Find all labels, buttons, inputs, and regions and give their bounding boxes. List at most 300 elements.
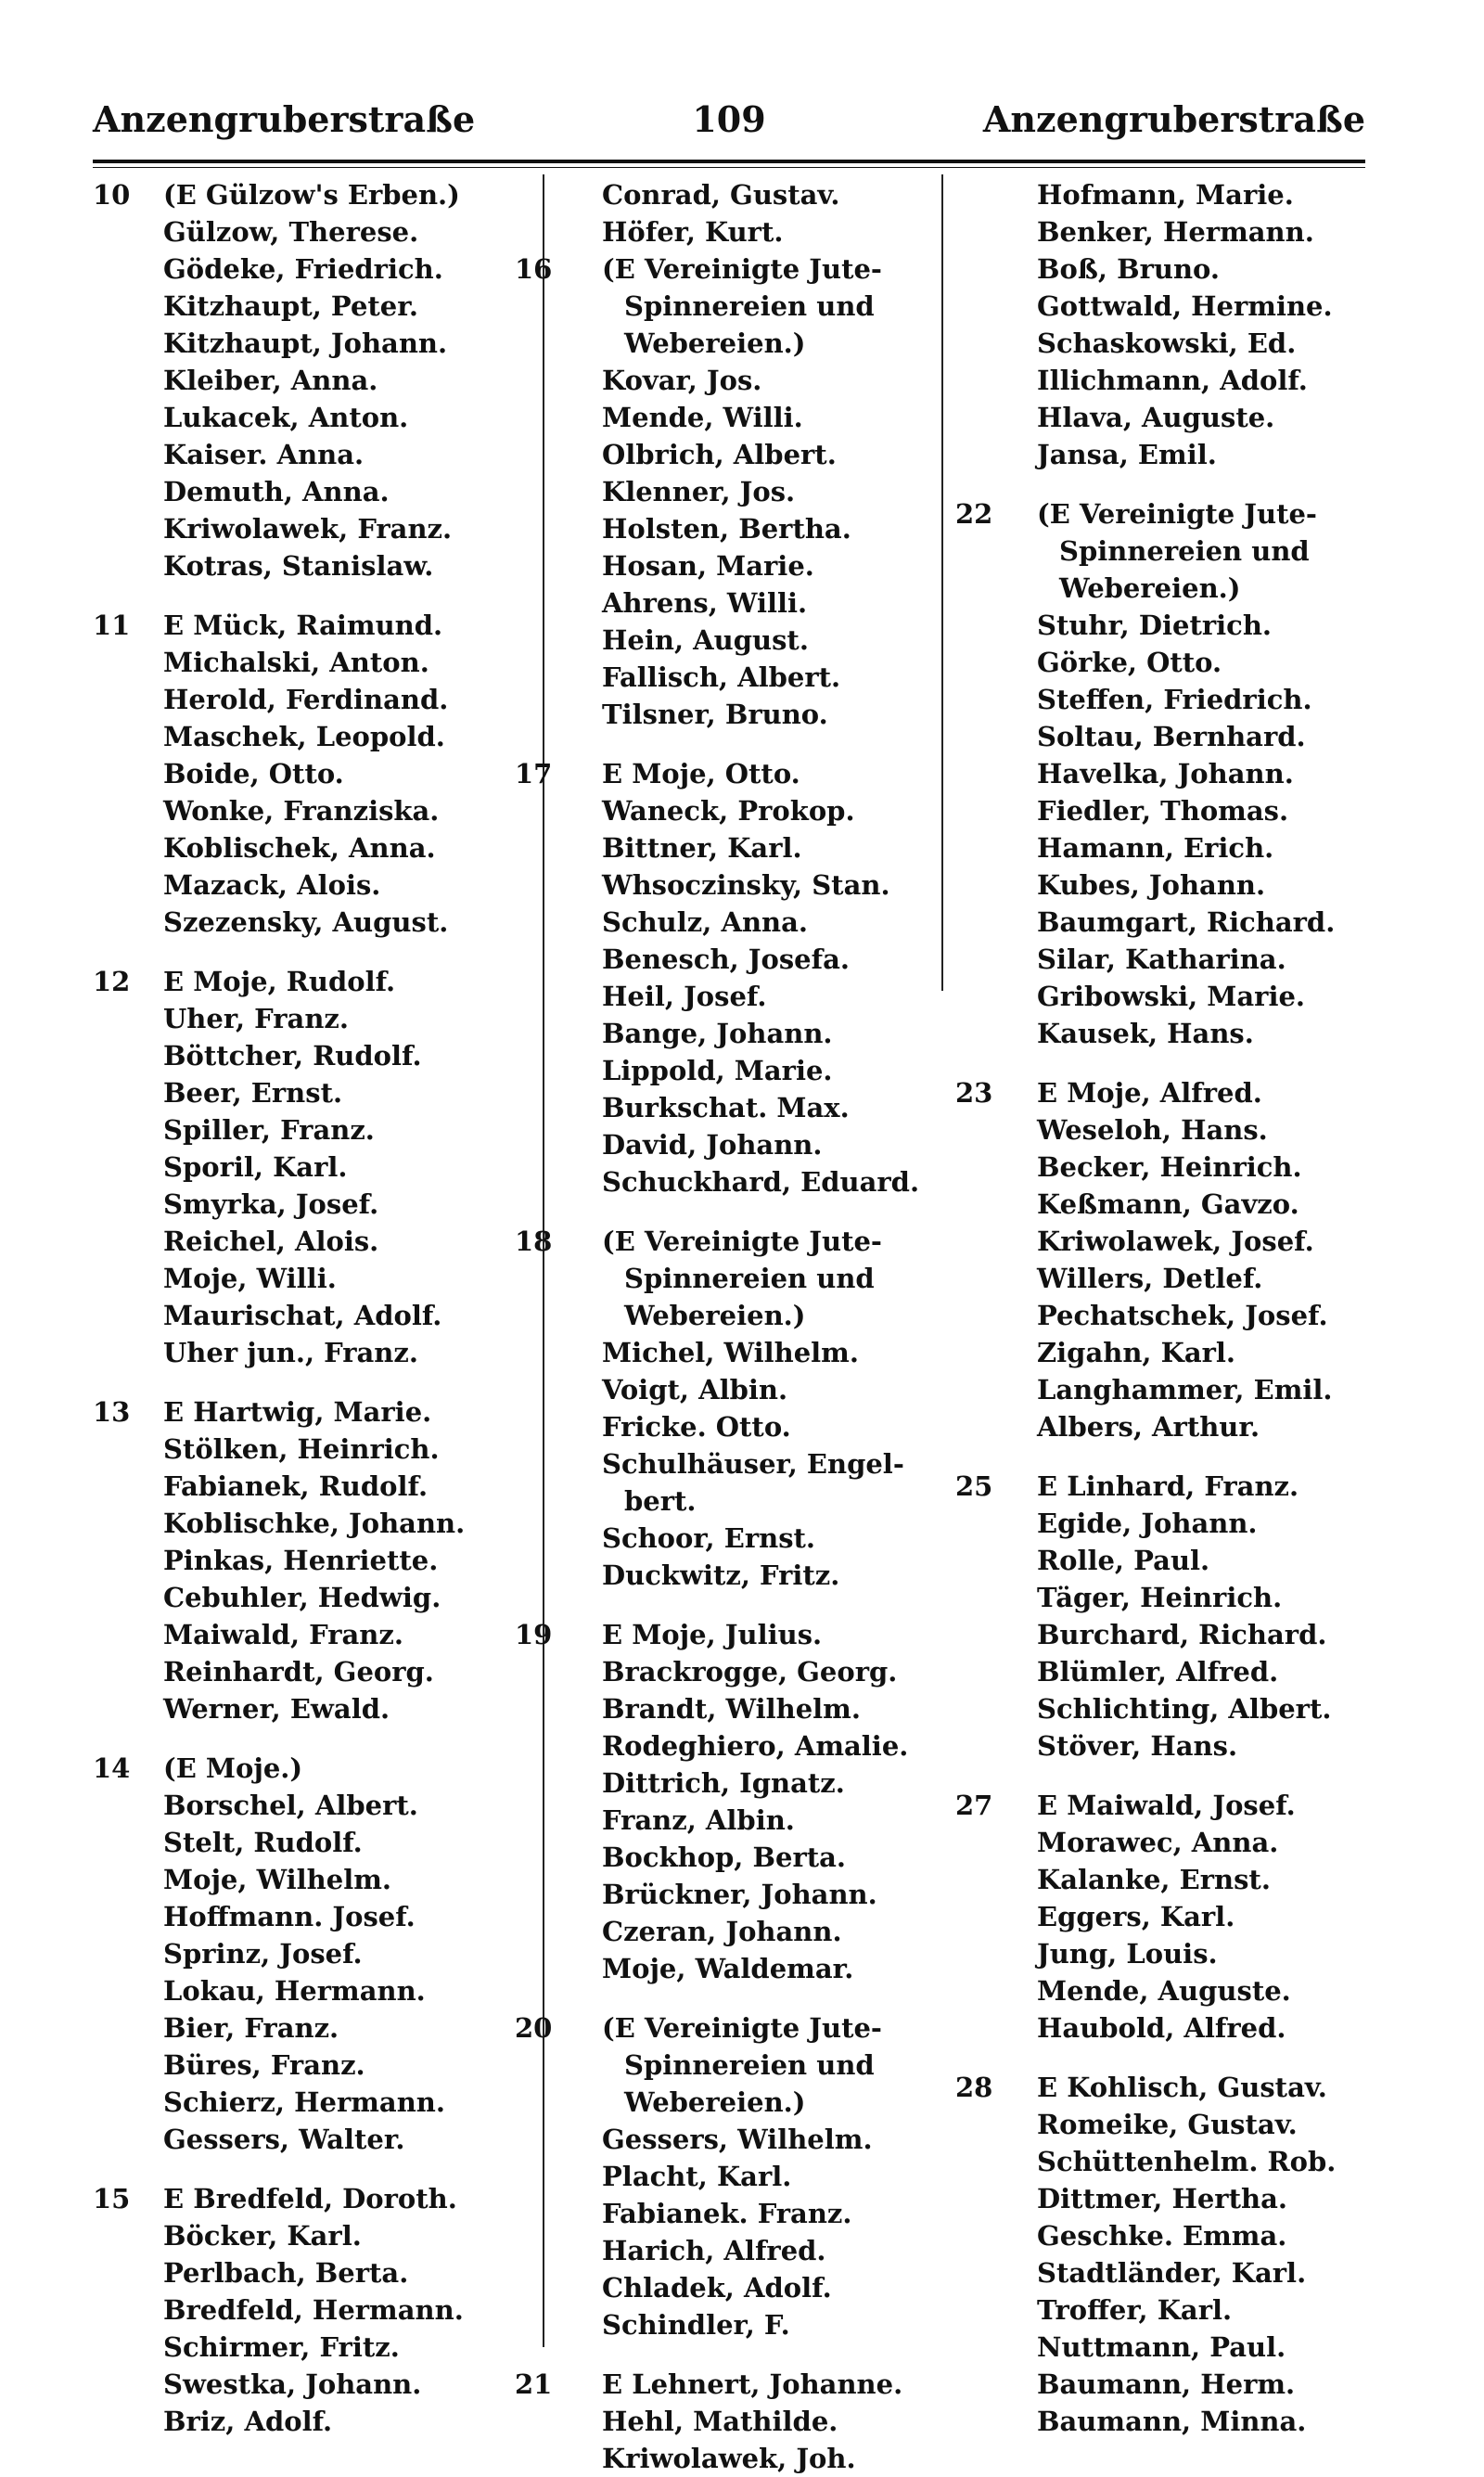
resident-entry <box>955 2403 1391 2440</box>
resident-entry <box>93 2254 538 2291</box>
house-number: 16 <box>515 253 553 285</box>
entry-spacer <box>515 1594 941 1616</box>
resident-name: Troffer, Karl. <box>1037 2294 1233 2326</box>
resident-name: Schulhäuser, Engel- <box>602 1448 904 1480</box>
resident-entry <box>93 644 538 681</box>
resident-entry <box>515 829 941 866</box>
resident-entry <box>93 1334 538 1371</box>
resident-name: Cebuhler, Hedwig. <box>163 1582 441 1613</box>
house-entry <box>93 607 538 644</box>
resident-entry <box>93 681 538 718</box>
resident-entry <box>515 399 941 436</box>
resident-entry <box>515 473 941 510</box>
resident-entry <box>955 1690 1391 1727</box>
house-number: 19 <box>515 1619 553 1650</box>
resident-entry <box>93 1431 538 1468</box>
resident-entry <box>515 1482 941 1520</box>
entry-spacer <box>955 2047 1391 2069</box>
resident-entry <box>93 1972 538 2009</box>
resident-name: Hehl, Mathilde. <box>602 2406 838 2437</box>
resident-entry <box>515 362 941 399</box>
resident-name: Demuth, Anna. <box>163 476 390 507</box>
house-number: 23 <box>955 1077 993 1109</box>
resident-name: Conrad, Gustav. <box>602 179 840 211</box>
resident-name: Spinnereien und <box>624 1263 875 1294</box>
house-number: 14 <box>93 1752 131 1784</box>
resident-entry <box>93 792 538 829</box>
resident-entry <box>515 2047 941 2084</box>
resident-name: Perlbach, Berta. <box>163 2257 409 2289</box>
resident-entry <box>955 2180 1391 2217</box>
resident-entry <box>93 1861 538 1898</box>
resident-name: Brückner, Johann. <box>602 1879 877 1910</box>
resident-name: Spiller, Franz. <box>163 1114 375 1146</box>
resident-name: Webereien.) <box>1059 572 1241 604</box>
resident-entry <box>515 1015 941 1052</box>
resident-name: Havelka, Johann. <box>1037 758 1294 789</box>
resident-entry <box>93 1186 538 1223</box>
resident-name: E Linhard, Franz. <box>1037 1470 1299 1502</box>
resident-name: Rolle, Paul. <box>1037 1545 1210 1576</box>
resident-entry <box>515 1727 941 1765</box>
house-number: 15 <box>93 2183 131 2214</box>
resident-name: Stadtländer, Karl. <box>1037 2257 1307 2289</box>
resident-entry <box>515 2158 941 2195</box>
resident-name: (E Vereinigte Jute- <box>602 2012 882 2044</box>
resident-entry <box>515 2121 941 2158</box>
resident-name: Czeran, Johann. <box>602 1916 842 1947</box>
resident-name: Swestka, Johann. <box>163 2368 422 2400</box>
resident-entry <box>515 2195 941 2232</box>
resident-name: Baumann, Herm. <box>1037 2368 1296 2400</box>
resident-name: Borschel, Albert. <box>163 1790 418 1821</box>
resident-name: Kleiber, Anna. <box>163 365 378 396</box>
resident-entry <box>93 1223 538 1260</box>
resident-name: Schulz, Anna. <box>602 906 809 938</box>
resident-name: Reinhardt, Georg. <box>163 1656 434 1688</box>
resident-entry <box>93 362 538 399</box>
resident-name: Fabianek, Rudolf. <box>163 1470 429 1502</box>
resident-name: Beer, Ernst. <box>163 1077 343 1109</box>
resident-name: Boide, Otto. <box>163 758 344 789</box>
house-entry <box>515 1616 941 1653</box>
entry-spacer <box>515 733 941 755</box>
resident-entry <box>955 1186 1391 1223</box>
address-column-right <box>955 176 1391 2440</box>
resident-name: Langhammer, Emil. <box>1037 1374 1333 1405</box>
resident-name: Olbrich, Albert. <box>602 439 837 470</box>
house-entry <box>515 2366 941 2403</box>
resident-name: E Kohlisch, Gustav. <box>1037 2072 1327 2103</box>
resident-entry <box>515 696 941 733</box>
resident-entry <box>955 644 1391 681</box>
header-rule-thick <box>93 160 1365 163</box>
resident-entry <box>955 1334 1391 1371</box>
resident-entry <box>515 1557 941 1594</box>
resident-name: Steffen, Friedrich. <box>1037 684 1312 715</box>
entry-spacer <box>955 1052 1391 1074</box>
house-entry <box>515 755 941 792</box>
house-entry <box>93 1750 538 1787</box>
resident-name: Böttcher, Rudolf. <box>163 1040 422 1072</box>
resident-name: Jung, Louis. <box>1037 1938 1218 1970</box>
resident-entry <box>515 1653 941 1690</box>
resident-entry <box>93 2047 538 2084</box>
resident-name: Werner, Ewald. <box>163 1693 390 1725</box>
house-entry <box>93 2180 538 2217</box>
resident-entry <box>93 718 538 755</box>
resident-entry <box>515 1163 941 1200</box>
house-number: 17 <box>515 758 553 789</box>
resident-entry <box>515 1297 941 1334</box>
resident-name: Kaiser. Anna. <box>163 439 365 470</box>
resident-entry <box>955 1727 1391 1765</box>
resident-name: Michel, Wilhelm. <box>602 1337 859 1368</box>
resident-entry <box>955 1653 1391 1690</box>
house-entry <box>955 2069 1391 2106</box>
resident-name: Bange, Johann. <box>602 1018 833 1049</box>
resident-name: Moje, Wilhelm. <box>163 1864 392 1895</box>
resident-entry <box>515 1445 941 1482</box>
resident-name: E Moje, Alfred. <box>1037 1077 1262 1109</box>
resident-name: Geschke. Emma. <box>1037 2220 1287 2252</box>
house-number: 25 <box>955 1470 993 1502</box>
resident-name: Koblischek, Anna. <box>163 832 436 864</box>
resident-name: Uher, Franz. <box>163 1003 349 1034</box>
resident-name: Hosan, Marie. <box>602 550 814 582</box>
resident-entry <box>515 792 941 829</box>
resident-name: Gessers, Wilhelm. <box>602 2124 873 2155</box>
page-number: 109 <box>692 98 766 140</box>
resident-name: E Maiwald, Josef. <box>1037 1790 1296 1821</box>
resident-entry <box>955 2291 1391 2329</box>
resident-name: Benker, Hermann. <box>1037 216 1314 248</box>
address-column-middle <box>515 176 941 2477</box>
resident-name: Maiwald, Franz. <box>163 1619 403 1650</box>
resident-entry <box>93 2084 538 2121</box>
house-entry <box>515 1223 941 1260</box>
resident-entry <box>515 2269 941 2306</box>
resident-name: (E Vereinigte Jute- <box>1037 498 1317 530</box>
resident-name: Baumgart, Richard. <box>1037 906 1336 938</box>
resident-name: Görke, Otto. <box>1037 647 1222 678</box>
resident-name: Bier, Franz. <box>163 2012 339 2044</box>
resident-name: Gessers, Walter. <box>163 2124 405 2155</box>
entry-spacer <box>93 2158 538 2180</box>
resident-name: Täger, Heinrich. <box>1037 1582 1283 1613</box>
resident-entry <box>93 1616 538 1653</box>
resident-name: Gottwald, Hermine. <box>1037 290 1333 322</box>
resident-name: Spinnereien und <box>624 290 875 322</box>
resident-entry <box>955 533 1391 570</box>
resident-entry <box>515 659 941 696</box>
resident-entry <box>955 1371 1391 1408</box>
entry-spacer <box>955 1445 1391 1468</box>
resident-name: Baumann, Minna. <box>1037 2406 1307 2437</box>
resident-entry <box>93 829 538 866</box>
resident-entry <box>955 2217 1391 2254</box>
resident-entry <box>955 829 1391 866</box>
resident-name: Hein, August. <box>602 624 809 656</box>
resident-entry <box>93 1000 538 1037</box>
house-entry <box>93 963 538 1000</box>
entry-spacer <box>93 584 538 607</box>
resident-name: E Hartwig, Marie. <box>163 1396 432 1428</box>
resident-name: Webereien.) <box>624 2086 806 2118</box>
house-number: 11 <box>93 610 131 641</box>
resident-entry <box>93 1111 538 1149</box>
resident-name: Szezensky, August. <box>163 906 449 938</box>
resident-name: Jansa, Emil. <box>1037 439 1217 470</box>
resident-name: Uher jun., Franz. <box>163 1337 418 1368</box>
resident-name: Boß, Bruno. <box>1037 253 1220 285</box>
house-number: 28 <box>955 2072 993 2103</box>
resident-name: Moje, Willi. <box>163 1263 337 1294</box>
resident-entry <box>93 1074 538 1111</box>
resident-name: Maschek, Leopold. <box>163 721 445 752</box>
resident-name: Heil, Josef. <box>602 981 767 1012</box>
entry-spacer <box>955 1765 1391 1787</box>
resident-name: Lukacek, Anton. <box>163 402 409 433</box>
resident-name: Fallisch, Albert. <box>602 661 841 693</box>
resident-name: Kriwolawek, Joh. <box>602 2443 856 2474</box>
resident-name: Kubes, Johann. <box>1037 869 1266 901</box>
resident-name: Albers, Arthur. <box>1037 1411 1260 1443</box>
resident-entry <box>955 978 1391 1015</box>
resident-entry <box>93 213 538 250</box>
resident-name: Holsten, Bertha. <box>602 513 851 545</box>
resident-name: (E Vereinigte Jute- <box>602 1226 882 1257</box>
resident-name: Kitzhaupt, Johann. <box>163 327 448 359</box>
resident-entry <box>515 2232 941 2269</box>
resident-name: Herold, Ferdinand. <box>163 684 449 715</box>
resident-name: Willers, Detlef. <box>1037 1263 1263 1294</box>
house-number: 13 <box>93 1396 131 1428</box>
resident-entry <box>93 325 538 362</box>
resident-name: Sprinz, Josef. <box>163 1938 363 1970</box>
resident-entry <box>515 510 941 547</box>
resident-name: Lokau, Hermann. <box>163 1975 426 2007</box>
resident-name: E Moje, Otto. <box>602 758 800 789</box>
address-column-left <box>93 176 538 2440</box>
resident-entry <box>955 1542 1391 1579</box>
resident-entry <box>93 510 538 547</box>
resident-entry <box>93 288 538 325</box>
resident-name: Dittrich, Ignatz. <box>602 1767 845 1799</box>
house-number: 27 <box>955 1790 993 1821</box>
resident-name: Silar, Katharina. <box>1037 943 1286 975</box>
resident-entry <box>955 2366 1391 2403</box>
resident-name: Burchard, Richard. <box>1037 1619 1327 1650</box>
resident-entry <box>955 1616 1391 1653</box>
resident-name: Reichel, Alois. <box>163 1226 379 1257</box>
resident-entry <box>515 622 941 659</box>
resident-name: Fricke. Otto. <box>602 1411 791 1443</box>
resident-name: Becker, Heinrich. <box>1037 1151 1302 1183</box>
resident-entry <box>93 1653 538 1690</box>
resident-name: Schlichting, Albert. <box>1037 1693 1332 1725</box>
house-entry <box>515 250 941 288</box>
resident-name: (E Vereinigte Jute- <box>602 253 882 285</box>
resident-name: bert. <box>624 1485 697 1517</box>
house-entry <box>955 1074 1391 1111</box>
resident-entry <box>515 978 941 1015</box>
resident-name: Tilsner, Bruno. <box>602 699 828 730</box>
resident-entry <box>515 1520 941 1557</box>
resident-entry <box>93 1935 538 1972</box>
resident-entry <box>515 213 941 250</box>
resident-name: Maurischat, Adolf. <box>163 1300 442 1331</box>
resident-name: Fabianek. Franz. <box>602 2198 852 2229</box>
resident-name: E Moje, Rudolf. <box>163 966 396 997</box>
resident-entry <box>955 1408 1391 1445</box>
resident-name: E Lehnert, Johanne. <box>602 2368 903 2400</box>
resident-entry <box>515 1371 941 1408</box>
resident-name: Kausek, Hans. <box>1037 1018 1254 1049</box>
resident-name: Klenner, Jos. <box>602 476 796 507</box>
resident-name: Voigt, Albin. <box>602 1374 788 1405</box>
resident-name: Harich, Alfred. <box>602 2235 826 2266</box>
resident-entry <box>955 718 1391 755</box>
resident-entry <box>955 1223 1391 1260</box>
house-number: 21 <box>515 2368 553 2400</box>
resident-name: Büres, Franz. <box>163 2049 365 2081</box>
resident-name: Placht, Karl. <box>602 2161 792 2192</box>
resident-entry <box>955 1111 1391 1149</box>
resident-entry <box>955 941 1391 978</box>
resident-entry <box>955 362 1391 399</box>
resident-entry <box>93 866 538 904</box>
resident-name: Bredfeld, Hermann. <box>163 2294 464 2326</box>
house-entry <box>955 1787 1391 1824</box>
resident-name: Rodeghiero, Amalie. <box>602 1730 909 1762</box>
resident-entry <box>515 325 941 362</box>
resident-name: Hoffmann. Josef. <box>163 1901 416 1932</box>
resident-name: Michalski, Anton. <box>163 647 429 678</box>
resident-name: Fiedler, Thomas. <box>1037 795 1289 827</box>
resident-name: Whsoczinsky, Stan. <box>602 869 890 901</box>
resident-name: Blümler, Alfred. <box>1037 1656 1279 1688</box>
resident-entry <box>515 1802 941 1839</box>
resident-name: Spinnereien und <box>1059 535 1310 567</box>
resident-name: Mende, Willi. <box>602 402 803 433</box>
resident-name: Webereien.) <box>624 1300 806 1331</box>
resident-entry <box>955 607 1391 644</box>
resident-name: Kriwolawek, Franz. <box>163 513 453 545</box>
resident-entry <box>955 1935 1391 1972</box>
resident-name: Mende, Auguste. <box>1037 1975 1291 2007</box>
resident-entry <box>515 1950 941 1987</box>
resident-entry <box>93 399 538 436</box>
house-number: 20 <box>515 2012 553 2044</box>
house-entry <box>515 2009 941 2047</box>
resident-entry <box>93 2366 538 2403</box>
resident-entry <box>93 1297 538 1334</box>
resident-entry <box>515 1913 941 1950</box>
resident-entry <box>93 1468 538 1505</box>
resident-name: Chladek, Adolf. <box>602 2272 832 2304</box>
resident-name: Pinkas, Henriette. <box>163 1545 439 1576</box>
resident-entry <box>955 755 1391 792</box>
page-header <box>93 93 1365 148</box>
resident-entry <box>955 2254 1391 2291</box>
resident-name: Ahrens, Willi. <box>602 587 808 619</box>
resident-entry <box>515 941 941 978</box>
resident-name: Kalanke, Ernst. <box>1037 1864 1271 1895</box>
resident-name: Schaskowski, Ed. <box>1037 327 1297 359</box>
resident-entry <box>955 2329 1391 2366</box>
resident-name: Brandt, Wilhelm. <box>602 1693 861 1725</box>
resident-name: Kitzhaupt, Peter. <box>163 290 418 322</box>
resident-entry <box>955 436 1391 473</box>
resident-name: Keßmann, Gavzo. <box>1037 1188 1299 1220</box>
house-number: 22 <box>955 498 993 530</box>
resident-entry <box>93 1787 538 1824</box>
resident-entry <box>955 250 1391 288</box>
resident-name: Kriwolawek, Josef. <box>1037 1226 1314 1257</box>
resident-name: Lippold, Marie. <box>602 1055 833 1086</box>
resident-entry <box>955 1260 1391 1297</box>
resident-name: Koblischke, Johann. <box>163 1508 466 1539</box>
resident-name: Stelt, Rudolf. <box>163 1827 363 1858</box>
resident-name: Smyrka, Josef. <box>163 1188 379 1220</box>
entry-spacer <box>93 941 538 963</box>
resident-name: Hlava, Auguste. <box>1037 402 1275 433</box>
resident-entry <box>955 866 1391 904</box>
resident-entry <box>515 288 941 325</box>
resident-entry <box>515 2440 941 2477</box>
resident-name: Kotras, Stanislaw. <box>163 550 434 582</box>
resident-name: Romeike, Gustav. <box>1037 2109 1298 2140</box>
resident-name: Schuckhard, Eduard. <box>602 1166 920 1198</box>
resident-entry <box>93 1037 538 1074</box>
resident-entry <box>93 1898 538 1935</box>
resident-name: Schirmer, Fritz. <box>163 2331 400 2363</box>
resident-name: Eggers, Karl. <box>1037 1901 1235 1932</box>
resident-entry <box>93 473 538 510</box>
resident-name: Wonke, Franziska. <box>163 795 440 827</box>
resident-entry <box>515 547 941 584</box>
resident-entry <box>515 1334 941 1371</box>
resident-entry <box>515 1839 941 1876</box>
resident-entry <box>515 904 941 941</box>
resident-name: Morawec, Anna. <box>1037 1827 1279 1858</box>
resident-entry <box>93 2009 538 2047</box>
resident-name: Gödeke, Friedrich. <box>163 253 443 285</box>
resident-name: Nuttmann, Paul. <box>1037 2331 1286 2363</box>
resident-entry <box>515 584 941 622</box>
resident-name: Soltau, Bernhard. <box>1037 721 1306 752</box>
house-entry <box>955 1468 1391 1505</box>
resident-entry <box>955 213 1391 250</box>
entry-spacer <box>93 1727 538 1750</box>
resident-entry <box>515 1408 941 1445</box>
resident-name: Gribowski, Marie. <box>1037 981 1306 1012</box>
resident-entry <box>515 866 941 904</box>
resident-name: Hofmann, Marie. <box>1037 179 1294 211</box>
resident-name: Stuhr, Dietrich. <box>1037 610 1273 641</box>
resident-entry <box>955 2009 1391 2047</box>
resident-name: Schierz, Hermann. <box>163 2086 445 2118</box>
resident-entry <box>515 1876 941 1913</box>
resident-entry <box>955 792 1391 829</box>
resident-name: Schoor, Ernst. <box>602 1522 816 1554</box>
resident-name: Sporil, Karl. <box>163 1151 348 1183</box>
resident-name: Höfer, Kurt. <box>602 216 784 248</box>
entry-spacer <box>515 1200 941 1223</box>
resident-entry <box>93 755 538 792</box>
running-head-right: Anzengruberstraße <box>982 98 1365 140</box>
